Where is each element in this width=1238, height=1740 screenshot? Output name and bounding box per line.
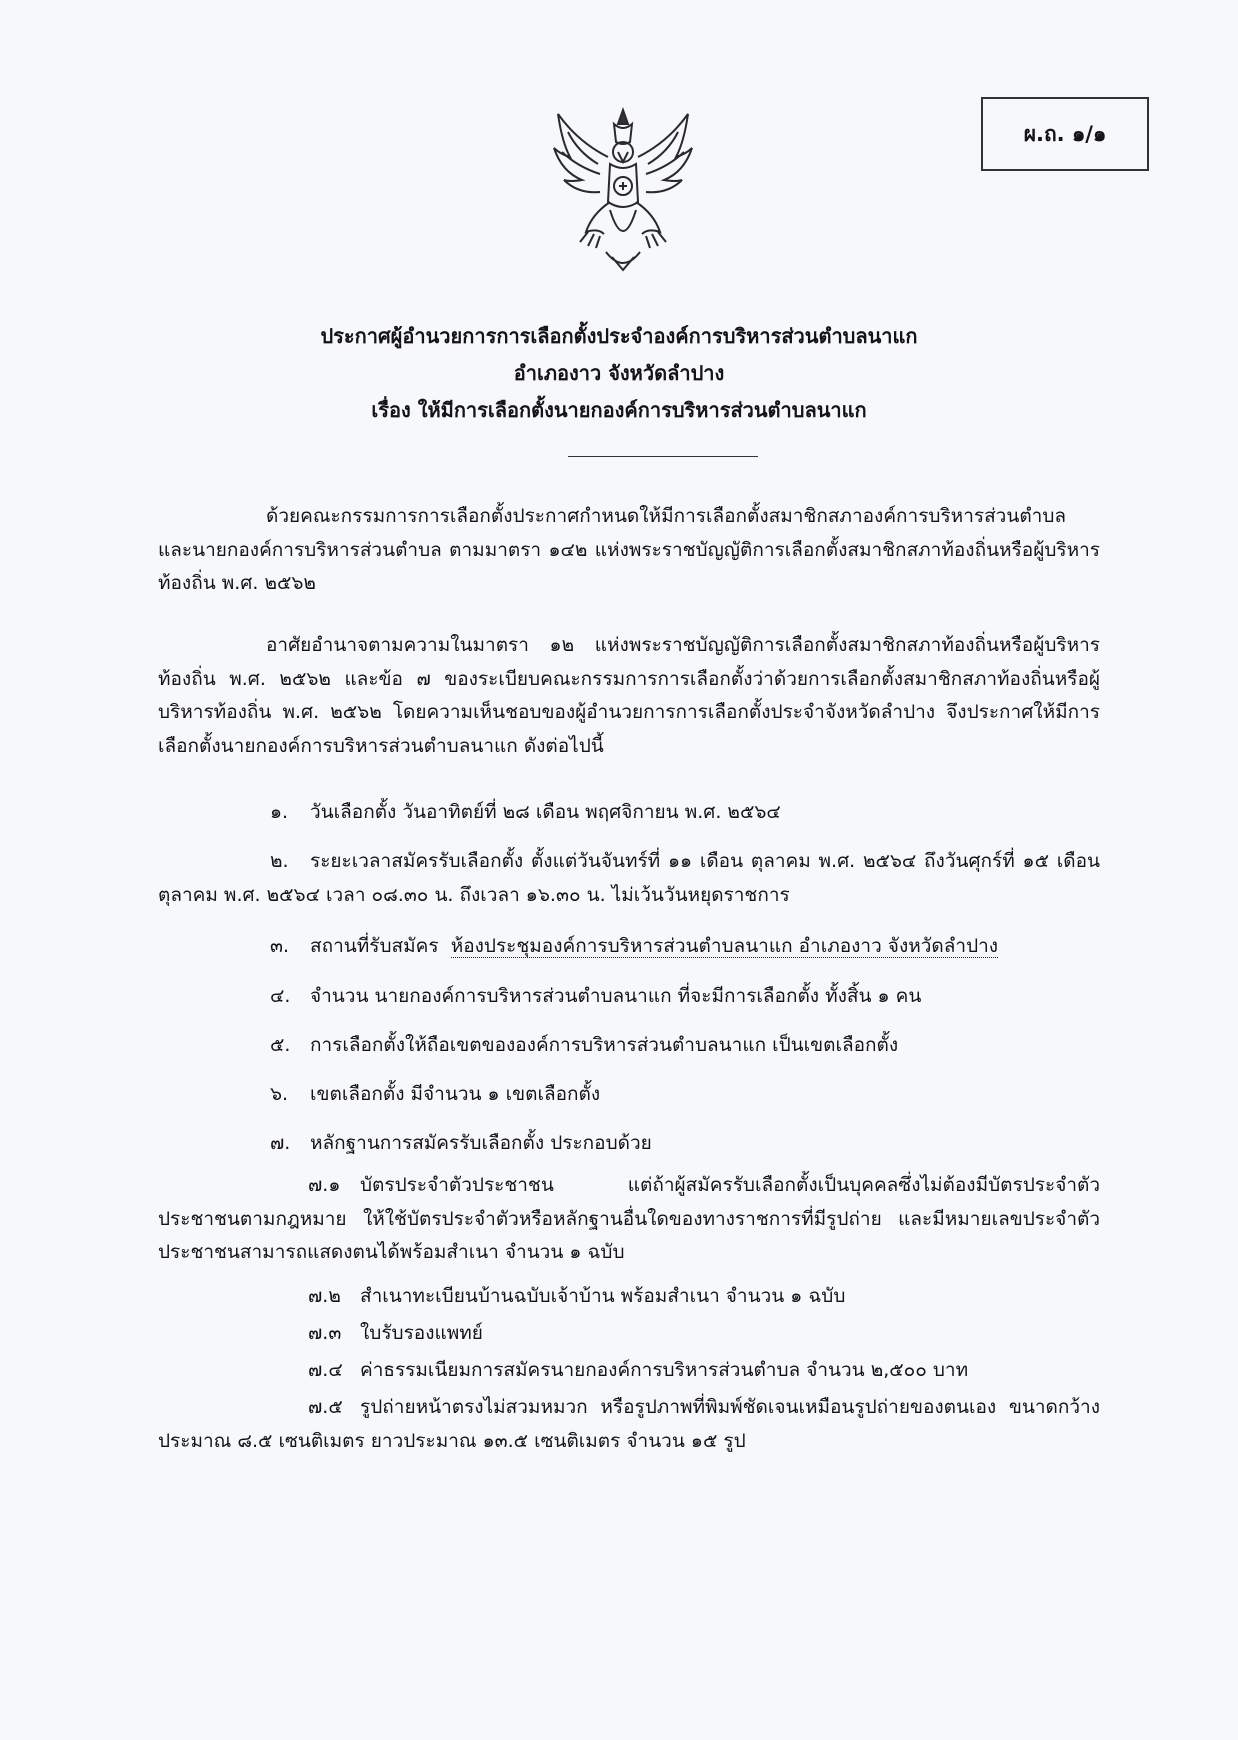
item-5-block [158, 1029, 1100, 1063]
paragraph-1: ด้วยคณะกรรมการการเลือกตั้งประกาศกำหนดให้มีการเลือกตั้งสมาชิกสภาองค์การบริหารส่วนตำบลและนายกองค์การบริหารส่วนตำบล ตามมาตรา ๑๔๒ แห่งพระราชบัญญัติการเลือกตั้งสมาชิกสภาท้องถิ่นหรือผู้บริหารท้องถิ่น พ.ศ. ๒๕๖๒ [158, 505, 1100, 594]
item-6-number: ๖. [270, 1083, 289, 1105]
garuda-emblem-icon [548, 102, 698, 277]
item-3-label: สถานที่รับสมัคร [310, 935, 439, 957]
title-line-2: อำเภองาว จังหวัดลำปาง [513, 361, 725, 385]
subitem-4-number: ๗.๔ [308, 1359, 343, 1381]
subitem-5-text: รูปถ่ายหน้าตรงไม่สวมหมวก หรือรูปภาพที่พิมพ์ชัดเจนเหมือนรูปถ่ายของตนเอง ขนาดกว้างประมาณ ๘.๕ เซนติเมตร ยาวประมาณ ๑๓.๕ เซนติเมตร จำนวน ๑๕ รูป [158, 1396, 1100, 1452]
item-1-text: วันเลือกตั้ง วันอาทิตย์ที่ ๒๘ เดือน พฤศจิกายน พ.ศ. ๒๕๖๔ [310, 801, 781, 823]
subitem-3-number: ๗.๓ [308, 1322, 342, 1344]
paragraph-2-block [158, 629, 1100, 763]
item-3-number: ๓. [270, 935, 290, 957]
subitem-2-block [158, 1280, 1100, 1314]
subitem-1 [158, 1169, 1100, 1270]
item-2-number: ๒. [270, 850, 289, 872]
form-code-box [981, 97, 1149, 171]
item-7 [158, 1127, 1100, 1161]
announcement-title [0, 318, 1238, 429]
item-4-block [158, 980, 1100, 1014]
item-7-text: หลักฐานการสมัครรับเลือกตั้ง ประกอบด้วย [310, 1132, 652, 1154]
title-underline [568, 456, 758, 457]
item-6 [158, 1078, 1100, 1112]
item-4-number: ๔. [270, 985, 291, 1007]
subitem-4-block [158, 1354, 1100, 1388]
subitem-3-text: ใบรับรองแพทย์ [360, 1322, 483, 1344]
item-4-text: จำนวน นายกองค์การบริหารส่วนตำบลนาแก ที่จะมีการเลือกตั้ง ทั้งสิ้น ๑ คน [310, 985, 922, 1007]
subitem-4 [158, 1354, 1100, 1388]
item-2 [158, 845, 1100, 912]
title-line-3: เรื่อง ให้มีการเลือกตั้งนายกองค์การบริหารส่วนตำบลนาแก [371, 398, 867, 422]
item-7-block [158, 1127, 1100, 1161]
item-1-block [158, 796, 1100, 830]
item-4 [158, 980, 1100, 1014]
subitem-5-block [158, 1391, 1100, 1458]
subitem-1-block [158, 1169, 1100, 1270]
title-line-1: ประกาศผู้อำนวยการการเลือกตั้งประจำองค์การบริหารส่วนตำบลนาแก [320, 324, 918, 348]
item-5-number: ๕. [270, 1034, 291, 1056]
subitem-1-text: บัตรประจำตัวประชาชน แต่ถ้าผู้สมัครรับเลือกตั้งเป็นบุคคลซึ่งไม่ต้องมีบัตรประจำตัวประชาชนตามกฎหมาย ให้ใช้บัตรประจำตัวหรือหลักฐานอื่นใดของทางราชการที่มีรูปถ่าย และมีหมายเลขประจำตัวประชาชนสามารถแสดงตนได้พร้อมสำเนา จำนวน ๑ ฉบับ [158, 1174, 1100, 1263]
subitem-3 [158, 1317, 1100, 1351]
item-6-text: เขตเลือกตั้ง มีจำนวน ๑ เขตเลือกตั้ง [310, 1083, 601, 1105]
item-1-number: ๑. [270, 801, 289, 823]
subitem-2-number: ๗.๒ [308, 1285, 341, 1307]
item-5 [158, 1029, 1100, 1063]
subitem-2 [158, 1280, 1100, 1314]
paragraph-2: อาศัยอำนาจตามความในมาตรา ๑๒ แห่งพระราชบัญญัติการเลือกตั้งสมาชิกสภาท้องถิ่นหรือผู้บริหารท้องถิ่น พ.ศ. ๒๕๖๒ และข้อ ๗ ของระเบียบคณะกรรมการการเลือกตั้งว่าด้วยการเลือกตั้งสมาชิกสภาท้องถิ่นหรือผู้บริหารท้องถิ่น พ.ศ. ๒๕๖๒ โดยความเห็นชอบของผู้อำนวยการการเลือกตั้งประจำจังหวัดลำปาง จึงประกาศให้มีการเลือกตั้งนายกองค์การบริหารส่วนตำบลนาแก ดังต่อไปนี้ [158, 634, 1100, 757]
paragraph-1-block [158, 500, 1100, 601]
item-5-text: การเลือกตั้งให้ถือเขตขององค์การบริหารส่วนตำบลนาแก เป็นเขตเลือกตั้ง [310, 1034, 899, 1056]
subitem-5 [158, 1391, 1100, 1458]
subitem-1-number: ๗.๑ [308, 1174, 341, 1196]
item-3-place: ห้องประชุมองค์การบริหารส่วนตำบลนาแก อำเภองาว จังหวัดลำปาง [450, 935, 999, 957]
item-2-block [158, 845, 1100, 912]
item-3 [158, 930, 1100, 964]
subitem-4-text: ค่าธรรมเนียมการสมัครนายกองค์การบริหารส่วนตำบล จำนวน ๒,๕๐๐ บาท [360, 1359, 969, 1381]
subitem-3-block [158, 1317, 1100, 1351]
subitem-5-number: ๗.๕ [308, 1396, 343, 1418]
item-7-number: ๗. [270, 1132, 291, 1154]
item-3-block [158, 930, 1100, 964]
item-6-block [158, 1078, 1100, 1112]
subitem-2-text: สำเนาทะเบียนบ้านฉบับเจ้าบ้าน พร้อมสำเนา จำนวน ๑ ฉบับ [360, 1285, 846, 1307]
form-code-label: ผ.ถ. ๑/๑ [1023, 121, 1107, 146]
item-1 [158, 796, 1100, 830]
item-2-text: ระยะเวลาสมัครรับเลือกตั้ง ตั้งแต่วันจันทร์ที่ ๑๑ เดือน ตุลาคม พ.ศ. ๒๕๖๔ ถึงวันศุกร์ที่ ๑๕ เดือน ตุลาคม พ.ศ. ๒๕๖๔ เวลา ๐๘.๓๐ น. ถึงเวลา ๑๖.๓๐ น. ไม่เว้นวันหยุดราชการ [158, 850, 1100, 906]
